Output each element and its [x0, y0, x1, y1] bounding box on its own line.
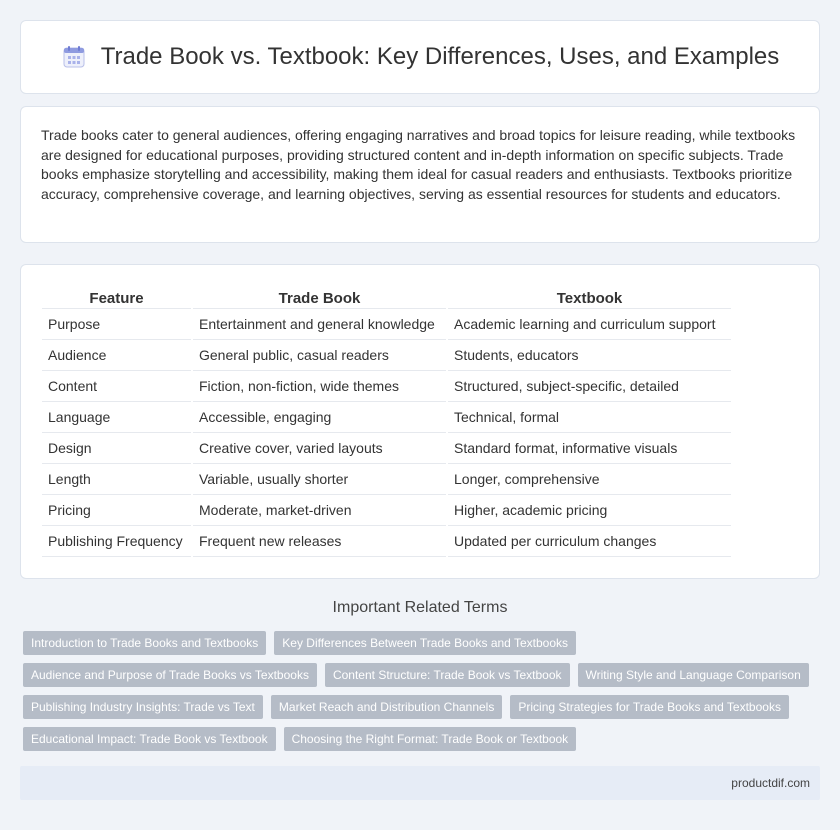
feature-cell: Purpose	[42, 309, 192, 340]
trade-book-cell: Entertainment and general knowledge	[192, 309, 447, 340]
tag-row	[23, 695, 823, 719]
header-textbook: Textbook	[447, 285, 732, 309]
related-term-tag[interactable]: Audience and Purpose of Trade Books vs Textbooks	[23, 663, 317, 687]
feature-cell: Design	[42, 433, 192, 464]
related-terms-title: Important Related Terms	[332, 599, 508, 616]
trade-book-cell: Moderate, market-driven	[192, 495, 447, 526]
footer-site-link[interactable]: productdif.com	[731, 776, 810, 790]
feature-cell: Publishing Frequency	[42, 526, 192, 557]
related-term-tag[interactable]: Choosing the Right Format: Trade Book or Textbook	[284, 727, 577, 751]
feature-cell: Audience	[42, 340, 192, 371]
table-row	[42, 433, 732, 464]
textbook-cell: Academic learning and curriculum support	[447, 309, 732, 340]
textbook-cell: Structured, subject-specific, detailed	[447, 371, 732, 402]
table-row	[42, 495, 732, 526]
related-term-tag[interactable]: Market Reach and Distribution Channels	[271, 695, 502, 719]
related-term-tag[interactable]: Publishing Industry Insights: Trade vs Text	[23, 695, 263, 719]
related-term-tag[interactable]: Educational Impact: Trade Book vs Textbook	[23, 727, 276, 751]
header-feature: Feature	[42, 285, 192, 309]
footer-bar	[20, 766, 820, 800]
calendar-grid-icon	[61, 44, 87, 70]
textbook-cell: Technical, formal	[447, 402, 732, 433]
intro-card	[20, 106, 820, 243]
comparison-table	[42, 285, 733, 557]
comparison-table-card	[20, 264, 820, 579]
related-term-tag[interactable]: Introduction to Trade Books and Textbooks	[23, 631, 266, 655]
related-terms-tags	[23, 631, 823, 759]
textbook-cell: Students, educators	[447, 340, 732, 371]
feature-cell: Length	[42, 464, 192, 495]
related-term-tag[interactable]: Writing Style and Language Comparison	[578, 663, 809, 687]
intro-paragraph: Trade books cater to general audiences, offering engaging narratives and broad topics for leisure reading, while textbooks are designed for educational purposes, providing structured content and in-depth information on specific subjects. Trade books emphasize storytelling and accessibility, making them ideal for casual readers and enthusiasts. Textbooks prioritize accuracy, comprehensive coverage, and learning objectives, serving as essential resources for students and educators.	[41, 127, 796, 202]
textbook-cell: Standard format, informative visuals	[447, 433, 732, 464]
related-term-tag[interactable]: Pricing Strategies for Trade Books and Textbooks	[510, 695, 789, 719]
header-card	[20, 20, 820, 94]
trade-book-cell: Accessible, engaging	[192, 402, 447, 433]
trade-book-cell: Frequent new releases	[192, 526, 447, 557]
title-wrap	[61, 43, 780, 71]
feature-cell: Content	[42, 371, 192, 402]
feature-cell: Language	[42, 402, 192, 433]
table-row	[42, 402, 732, 433]
related-term-tag[interactable]: Content Structure: Trade Book vs Textbook	[325, 663, 570, 687]
trade-book-cell: Variable, usually shorter	[192, 464, 447, 495]
trade-book-cell: Creative cover, varied layouts	[192, 433, 447, 464]
table-row	[42, 309, 732, 340]
header-trade-book: Trade Book	[192, 285, 447, 309]
textbook-cell: Longer, comprehensive	[447, 464, 732, 495]
table-row	[42, 526, 732, 557]
tag-row	[23, 631, 823, 655]
tag-row	[23, 663, 823, 687]
table-row	[42, 464, 732, 495]
textbook-cell: Higher, academic pricing	[447, 495, 732, 526]
table-row	[42, 340, 732, 371]
trade-book-cell: General public, casual readers	[192, 340, 447, 371]
tag-row	[23, 727, 823, 751]
page-title: Trade Book vs. Textbook: Key Differences, Uses, and Examples	[100, 43, 780, 70]
table-row	[42, 371, 732, 402]
table-header-row	[42, 285, 732, 309]
textbook-cell: Updated per curriculum changes	[447, 526, 732, 557]
trade-book-cell: Fiction, non-fiction, wide themes	[192, 371, 447, 402]
feature-cell: Pricing	[42, 495, 192, 526]
related-term-tag[interactable]: Key Differences Between Trade Books and Textbooks	[274, 631, 576, 655]
